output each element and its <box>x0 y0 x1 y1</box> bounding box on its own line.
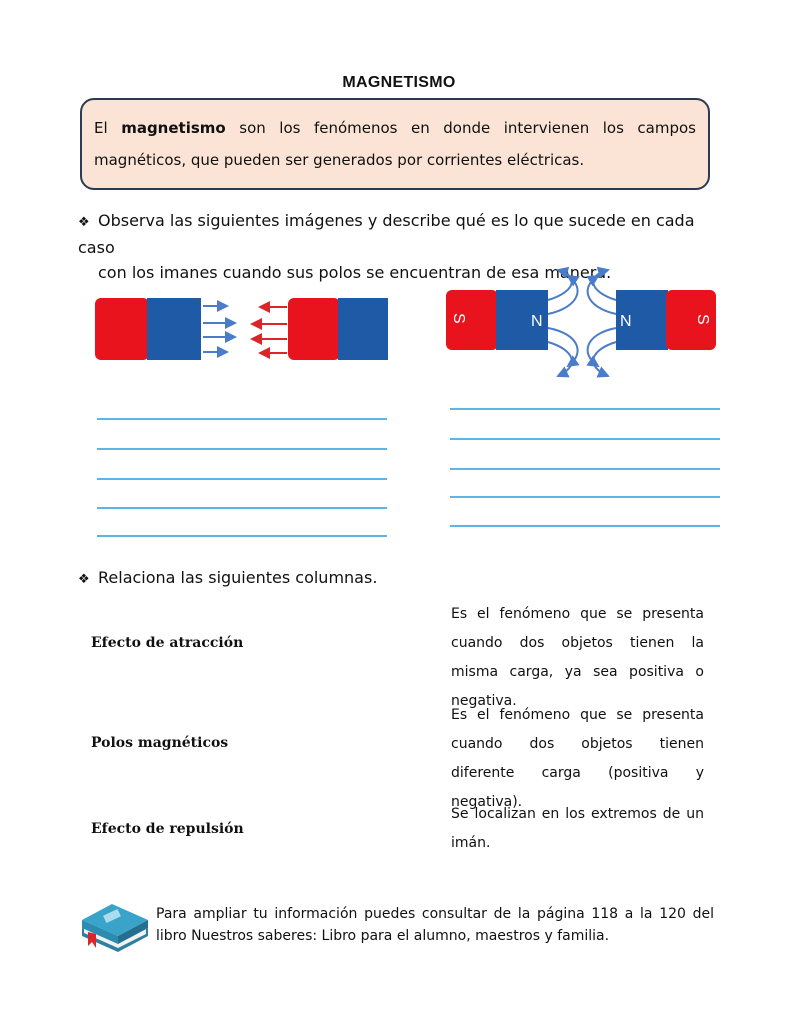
answer-line[interactable] <box>450 525 720 527</box>
instruction-relate-text: Relaciona las siguientes columnas. <box>98 568 378 587</box>
pole-label: N <box>370 251 387 263</box>
term-poles: Polos magnéticos <box>91 735 229 751</box>
answer-line[interactable] <box>97 507 387 509</box>
answer-line[interactable] <box>450 468 720 470</box>
definition-box <box>80 98 710 190</box>
magnet-right-b <box>616 290 716 350</box>
definition-prefix: El <box>94 119 108 137</box>
magnets-right-diagram <box>440 262 722 384</box>
answer-line[interactable] <box>450 438 720 440</box>
definition-text: son los fenómenos en donde intervienen los campos magnéticos, que pueden ser generados por corrientes eléctricas. <box>94 119 696 169</box>
answer-line[interactable] <box>97 535 387 537</box>
pole-label: S <box>66 251 83 262</box>
answer-line[interactable] <box>97 478 387 480</box>
field-arrows-right <box>203 306 235 352</box>
book-icon <box>78 898 150 954</box>
instruction-observe-line1: Observa las siguientes imágenes y describe qué es lo que sucede en cada caso <box>78 211 695 257</box>
field-arrows-left <box>252 307 287 353</box>
answer-line[interactable] <box>97 418 387 420</box>
diamond-bullet-icon: ❖ <box>78 572 90 587</box>
term-repulsion: Efecto de repulsión <box>91 821 244 837</box>
pole-label-s: S <box>694 314 711 325</box>
definition-term: magnetismo <box>121 119 226 137</box>
magnet-right-a <box>446 290 548 350</box>
instruction-relate <box>78 565 377 592</box>
pole-label: S <box>291 251 308 262</box>
diamond-bullet-icon: ❖ <box>78 215 90 230</box>
pole-label-n: N <box>620 313 632 330</box>
answer-line[interactable] <box>450 496 720 498</box>
description-2: Es el fenómeno que se presenta cuando dos objetos tienen diferente carga (positiva y negativa). <box>451 707 704 810</box>
field-lines <box>548 270 616 376</box>
description-1: Es el fenómeno que se presenta cuando dos objetos tienen la misma carga, ya sea positiva o negativa. <box>451 606 704 709</box>
description-3: Se localizan en los extremos de un imán. <box>451 806 704 851</box>
pole-label-n: N <box>531 313 543 330</box>
pole-label: N <box>181 251 198 263</box>
term-attraction: Efecto de atracción <box>91 635 244 651</box>
page-title: MAGNETISMO <box>342 74 456 91</box>
answer-line[interactable] <box>97 448 387 450</box>
pole-label-s: S <box>450 313 467 324</box>
instruction-observe-line2: con los imanes cuando sus polos se encuentran de esa manera. <box>98 263 612 282</box>
footer-reference-text: Para ampliar tu información puedes consultar de la página 118 a la 120 del libro Nuestros saberes: Libro para el alumno, maestros y familia. <box>156 906 714 944</box>
answer-line[interactable] <box>450 408 720 410</box>
